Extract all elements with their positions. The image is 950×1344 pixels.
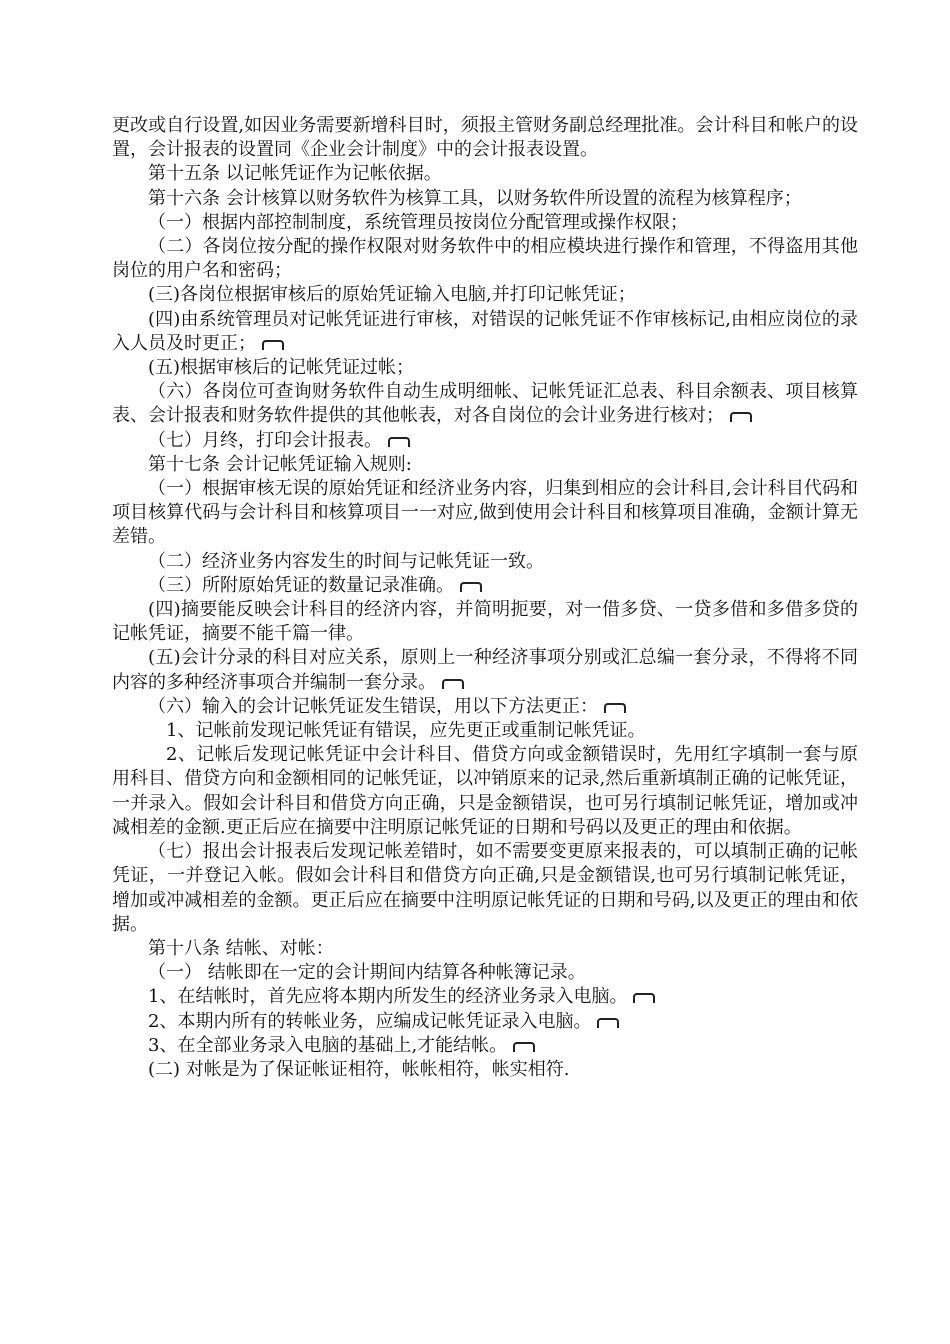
clause-text: (五)会计分录的科目对应关系，原则上一种经济事项分别或汇总编一套分录，不得将不同内容的多种经济事项合并编制一套分录。 (112, 647, 858, 693)
paragraph-mark-icon (597, 1018, 619, 1028)
clause-text: （六）各岗位可查询财务软件自动生成明细帐、记帐凭证汇总表、科目余额表、项目核算表、会计报表和财务软件提供的其他帐表，对各自岗位的会计业务进行核对； (112, 381, 858, 427)
paragraph-mark-icon (388, 437, 410, 447)
clause-17-1: （一）根据审核无误的原始凭证和经济业务内容，归集到相应的会计科目,会计科目代码和项目核算代码与会计科目和核算项目一一对应,做到使用会计科目和核算项目准确，金额计算无差错。 (112, 478, 858, 548)
clause-17-2: （二）经济业务内容发生的时间与记帐凭证一致。 (148, 550, 544, 572)
clause-16-4 (112, 308, 858, 356)
article-15: 第十五条 以记帐凭证作为记帐依据。 (148, 163, 442, 185)
clause-text: （六）输入的会计记帐凭证发生错误，用以下方法更正： (148, 695, 598, 717)
paragraph-mark-icon (633, 993, 655, 1003)
article-18: 第十八条 结帐、对帐： (148, 937, 334, 959)
clause-text: 2、本期内所有的转帐业务，应编成记帐凭证录入电脑。 (148, 1010, 592, 1032)
paragraph-mark-icon (442, 679, 464, 689)
document-body (112, 114, 858, 1082)
clause-text: (四)由系统管理员对记帐凭证进行审核，对错误的记帐凭证不作审核标记,由相应岗位的录入人员及时更正； (112, 308, 858, 354)
paragraph-mark-icon (604, 703, 626, 713)
paragraph-continuation: 更改或自行设置,如因业务需要新增科目时，须报主管财务副总经理批准。会计科目和帐户的设置，会计报表的设置同《企业会计制度》中的会计报表设置。 (112, 115, 858, 161)
clause-17-7: （七）报出会计报表后发现记帐差错时，如不需要变更原来报表的，可以填制正确的记帐凭证，一并登记入帐。假如会计科目和借贷方向正确,只是金额错误,也可另行填制记帐凭证，增加或冲减相差的金额。更正后应在摘要中注明原记帐凭证的日期和号码,以及更正的理由和依据。 (112, 841, 858, 935)
clause-16-3: (三)各岗位根据审核后的原始凭证输入电脑,并打印记帐凭证； (148, 284, 636, 306)
clause-text: 1、在结帐时，首先应将本期内所发生的经济业务录入电脑。 (148, 986, 628, 1008)
clause-16-6 (112, 380, 858, 428)
clause-18-1-item-2 (112, 1010, 858, 1034)
clause-text: （三）所附原始凭证的数量记录准确。 (148, 574, 454, 596)
paragraph-mark-icon (262, 340, 284, 350)
clause-17-6-item-2: 2、记帐后发现记帐凭证中会计科目、借贷方向或金额错误时，先用红字填制一套与原用科目、借贷方向和金额相同的记帐凭证，以冲销原来的记录,然后重新填制正确的记帐凭证，一并录入。假如会计科目和借贷方向正确，只是金额错误，也可另行填制记帐凭证，增加或冲减相差的金额.更正后应在摘要中注明原记帐凭证的日期和号码以及更正的理由和依据。 (112, 744, 858, 838)
clause-text: 3、在全部业务录入电脑的基础上,才能结帐。 (148, 1034, 508, 1056)
clause-16-2: （二）各岗位按分配的操作权限对财务软件中的相应模块进行操作和管理，不得盗用其他岗位的用户名和密码； (112, 236, 858, 282)
clause-18-2: (二) 对帐是为了保证帐证相符，帐帐相符，帐实相符. (148, 1058, 570, 1080)
article-16: 第十六条 会计核算以财务软件为核算工具，以财务软件所设置的流程为核算程序； (148, 187, 802, 209)
paragraph-mark-icon (730, 412, 752, 422)
clause-17-6-item-1: 1、记帐前发现记帐凭证有错误，应先更正或重制记帐凭证。 (166, 720, 646, 742)
article-17: 第十七条 会计记帐凭证输入规则: (148, 453, 412, 475)
clause-18-1-item-3 (112, 1034, 858, 1058)
clause-17-4: (四)摘要能反映会计科目的经济内容，并简明扼要，对一借多贷、一贷多借和多借多贷的记帐凭证，摘要不能千篇一律。 (112, 599, 858, 645)
clause-text: （七）月终，打印会计报表。 (148, 429, 382, 451)
clause-17-5 (112, 646, 858, 694)
clause-18-1: （一） 结帐即在一定的会计期间内结算各种帐簿记录。 (148, 962, 586, 984)
paragraph-mark-icon (513, 1042, 535, 1052)
clause-16-7 (112, 429, 858, 453)
clause-16-5: (五)根据审核后的记帐凭证过帐； (148, 357, 415, 379)
clause-17-3 (112, 574, 858, 598)
paragraph-mark-icon (460, 582, 482, 592)
clause-17-6 (112, 695, 858, 719)
clause-18-1-item-1 (112, 985, 858, 1009)
clause-text: （一）根据内部控制制度，系统管理员按岗位分配管理或操作权限； (148, 211, 688, 233)
clause-16-1 (112, 211, 858, 235)
